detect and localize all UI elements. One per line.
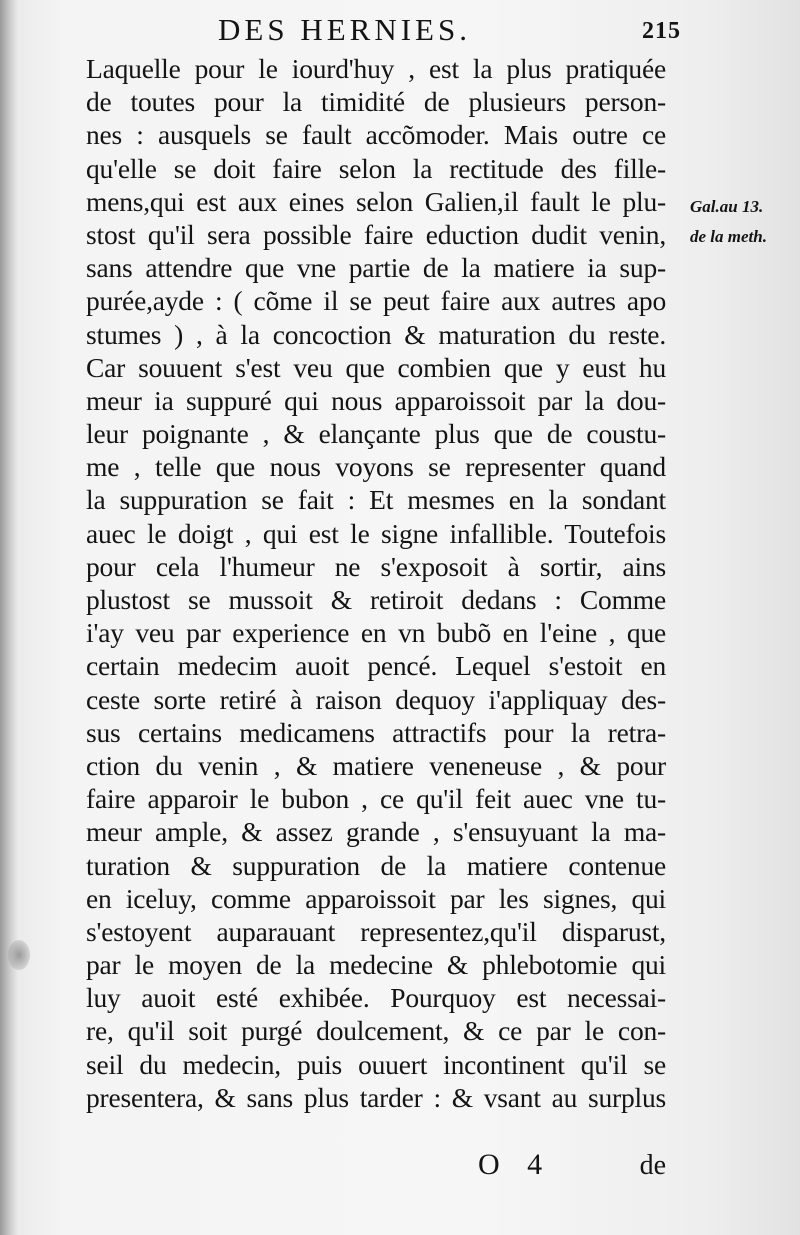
signature-mark: O 4 bbox=[478, 1148, 553, 1181]
text-line: s'estoyent auparauant representez,qu'il disparust, bbox=[86, 915, 666, 947]
page-footer bbox=[86, 1148, 666, 1188]
text-line: Car souuent s'est veu que combien que y eust hu bbox=[86, 351, 666, 383]
gutter-shadow bbox=[0, 0, 18, 1235]
text-line: presentera, & sans plus tarder : & vsant au surplus bbox=[86, 1081, 666, 1113]
text-line: la suppuration se fait : Et mesmes en la sondant bbox=[86, 484, 666, 516]
page-number: 215 bbox=[642, 18, 681, 44]
text-line: par le moyen de la medecine & phlebotomie qui bbox=[86, 949, 666, 981]
text-line: de toutes pour la timidité de plusieurs person- bbox=[86, 86, 666, 118]
text-line: certain medecim auoit pencé. Lequel s'estoit en bbox=[86, 650, 666, 682]
text-line: ceste sorte retiré à raison dequoy i'appliquay des- bbox=[86, 683, 666, 715]
text-line: sans attendre que vne partie de la matiere ia sup- bbox=[86, 252, 666, 284]
text-line: meur ia suppuré qui nous apparoissoit par la dou- bbox=[86, 384, 666, 416]
paper-stain bbox=[8, 940, 30, 970]
text-line: nes : ausquels se fault accõmoder. Mais outre ce bbox=[86, 119, 666, 151]
text-line: meur ample, & assez grande , s'ensuyuant la ma- bbox=[86, 816, 666, 848]
text-line: sus certains medicamens attractifs pour la retra- bbox=[86, 716, 666, 748]
text-line: me , telle que nous voyons se representer quand bbox=[86, 451, 666, 483]
text-line: stost qu'il sera possible faire eduction dudit venin, bbox=[86, 218, 666, 250]
text-line: stumes ) , à la concoction & maturation du reste. bbox=[86, 318, 666, 350]
text-line: leur poignante , & elançante plus que de coustu- bbox=[86, 418, 666, 450]
text-line: seil du medecin, puis ouuert incontinent qu'il se bbox=[86, 1048, 666, 1080]
text-line: purée,ayde : ( cõme il se peut faire aux autres apo bbox=[86, 285, 666, 317]
text-line: luy auoit esté exhibée. Pourquoy est necessai- bbox=[86, 982, 666, 1014]
text-line: re, qu'il soit purgé doulcement, & ce par le con- bbox=[86, 1015, 666, 1047]
marginal-note bbox=[690, 192, 800, 252]
marginal-note-line: de la meth. bbox=[690, 227, 767, 246]
text-line: turation & suppuration de la matiere contenue bbox=[86, 849, 666, 881]
text-line: qu'elle se doit faire selon la rectitude des fille- bbox=[86, 152, 666, 184]
text-line: ction du venin , & matiere veneneuse , & pour bbox=[86, 749, 666, 781]
text-line: plustost se mussoit & retiroit dedans : Comme bbox=[86, 584, 666, 615]
body-text bbox=[86, 52, 666, 1114]
marginal-note-line: Gal.au 13. bbox=[690, 197, 764, 216]
text-line: Laquelle pour le iourd'huy , est la plus pratiquée bbox=[86, 53, 666, 84]
text-line: faire apparoir le bubon , ce qu'il feit auec vne tu- bbox=[86, 783, 666, 815]
text-line: pour cela l'humeur ne s'exposoit à sortir, ains bbox=[86, 550, 666, 582]
text-line: en iceluy, comme apparoissoit par les signes, qui bbox=[86, 882, 666, 914]
running-head: DES HERNIES. bbox=[218, 12, 471, 47]
catchword: de bbox=[639, 1150, 666, 1181]
text-line: i'ay veu par experience en vn bubõ en l'eine , que bbox=[86, 617, 666, 649]
page-header bbox=[210, 6, 681, 50]
text-line: auec le doigt , qui est le signe infallible. Toutefois bbox=[86, 517, 666, 549]
text-line: mens,qui est aux eines selon Galien,il fault le plu- bbox=[86, 185, 666, 217]
